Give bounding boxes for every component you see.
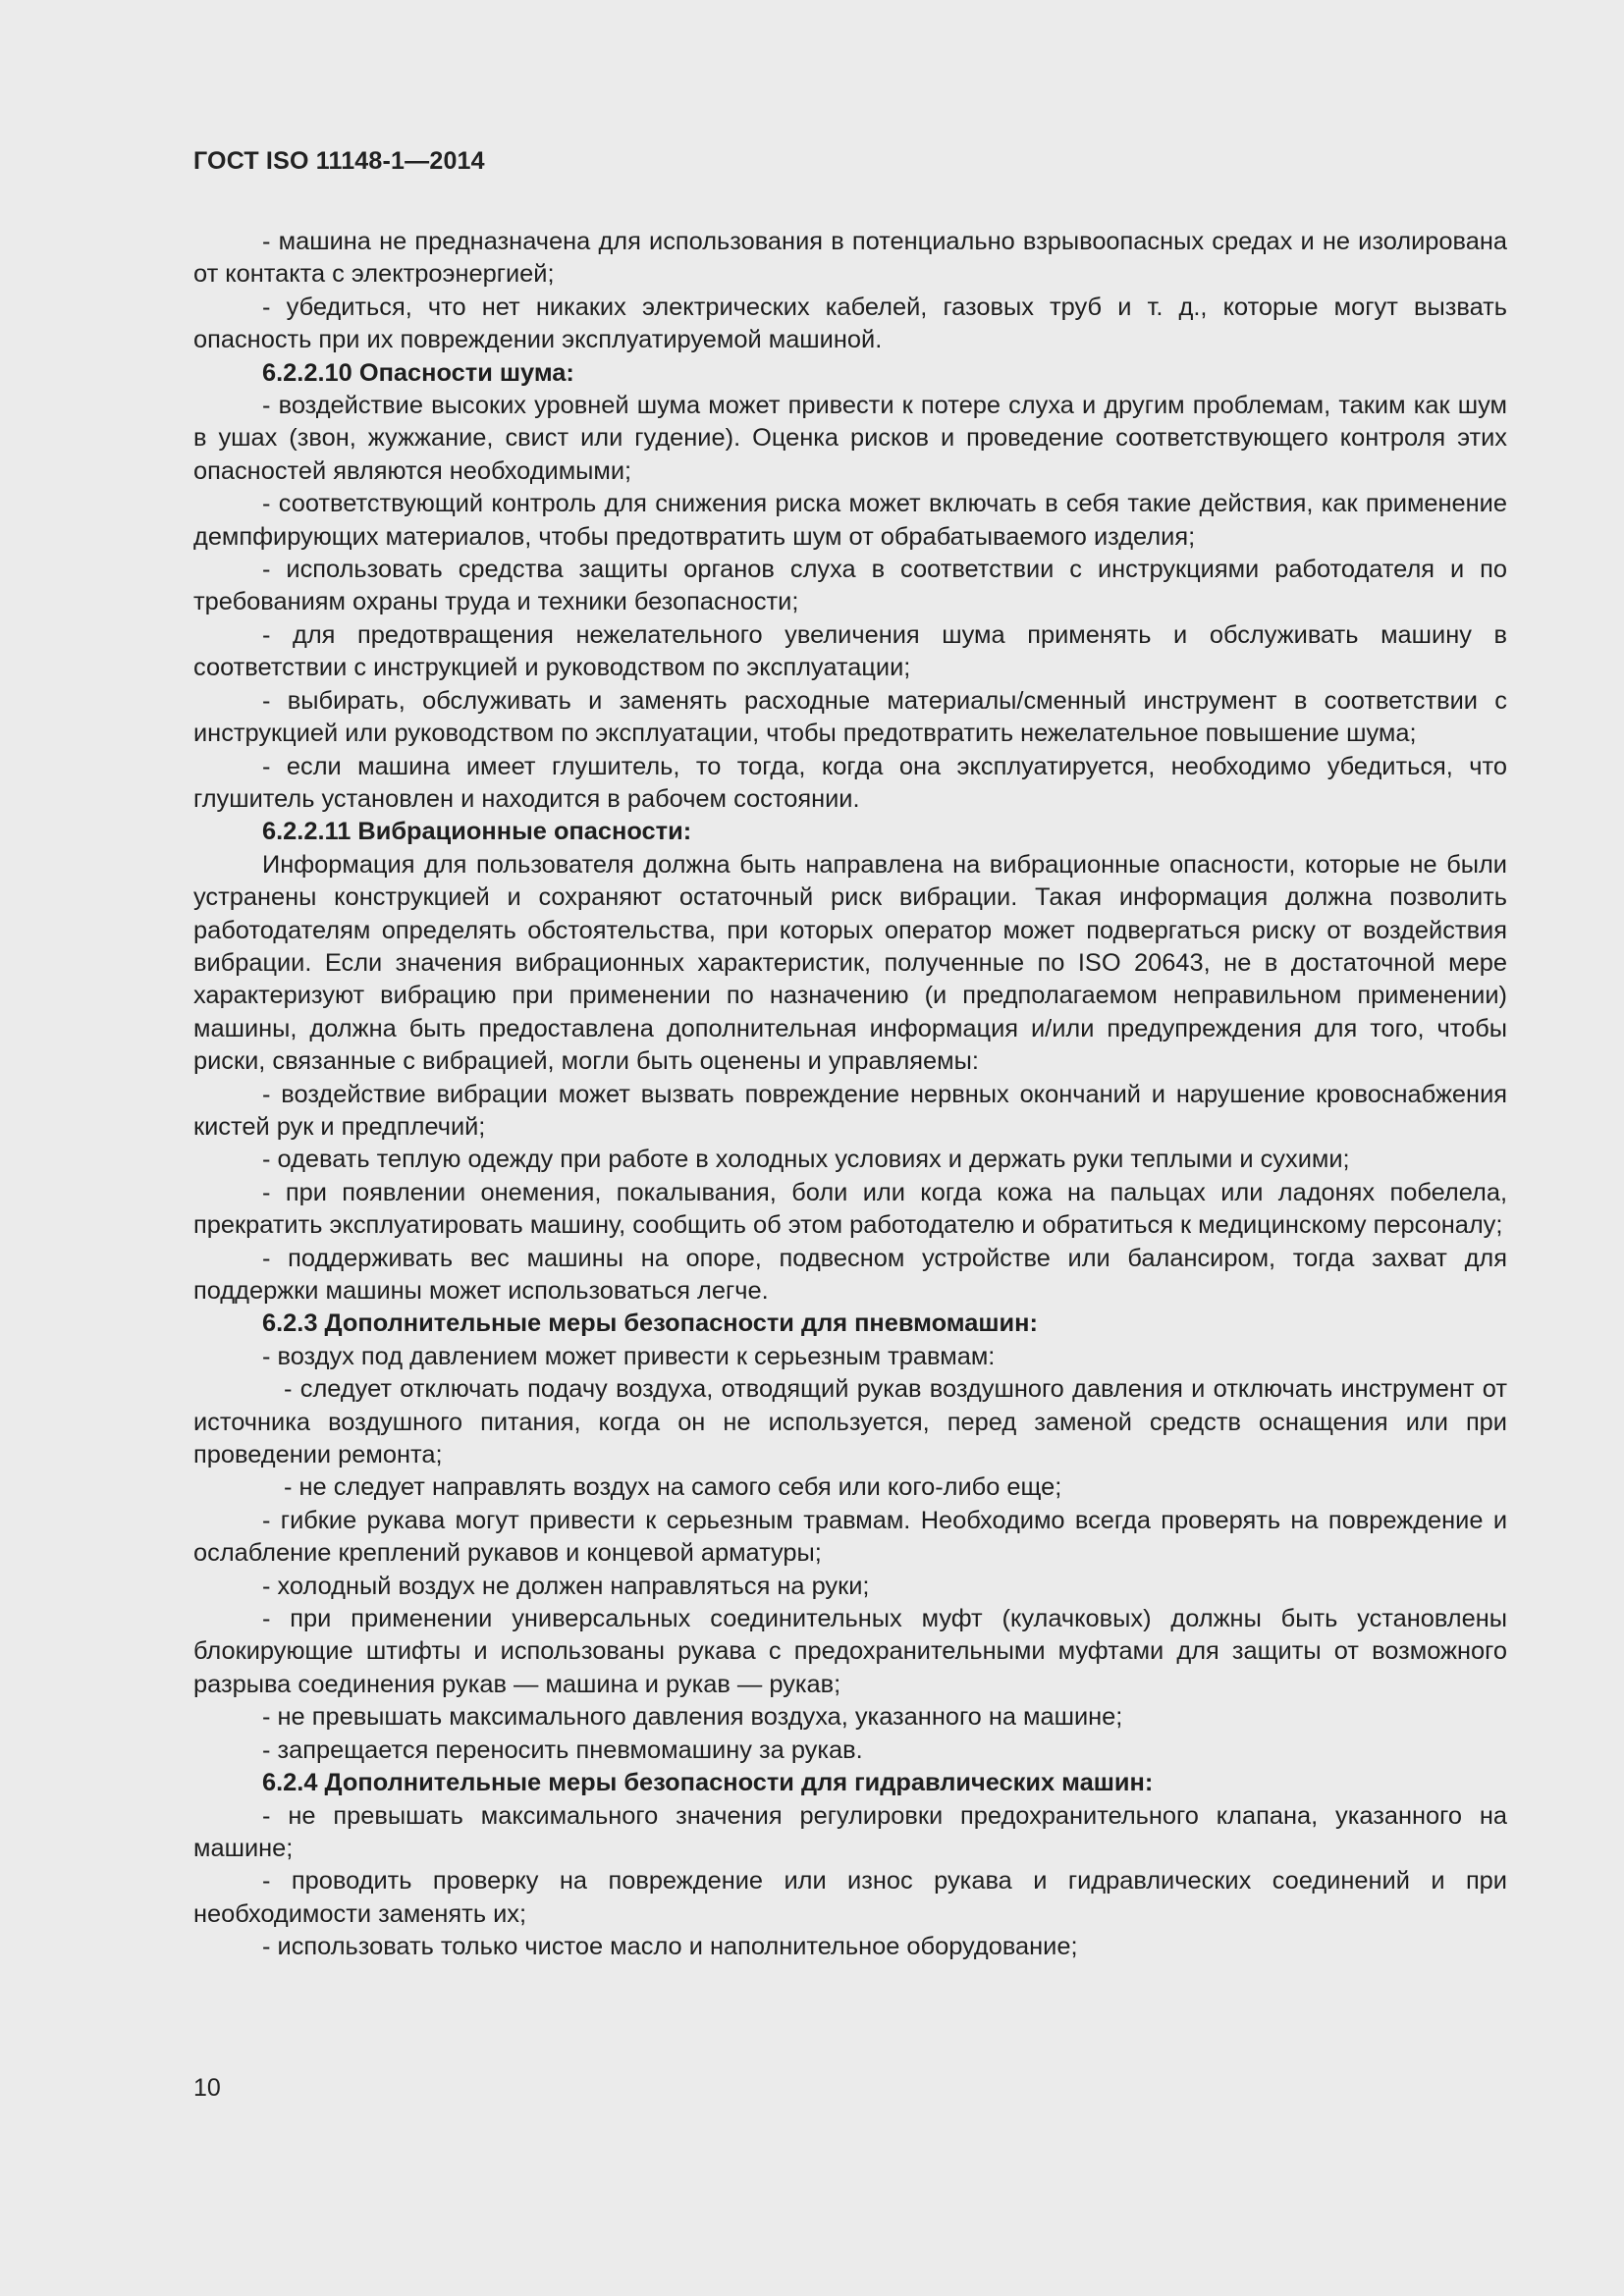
bullet-item: - выбирать, обслуживать и заменять расходные материалы/сменный инструмент в соответствии с инструкцией или руководством по эксплуатации, чтобы предотвратить нежелательное повышение шума;	[193, 686, 1507, 748]
body-paragraph: Информация для пользователя должна быть направлена на вибрационные опасности, которые не были устранены конструкцией и сохраняют остаточный риск вибрации. Такая информация должна позволить работодателям определять обстоятельства, при которых оператор может подвергаться риску от воздействия вибрации. Если значения вибрационных характеристик, полученные по ISO 20643, не в достаточной мере характеризуют вибрацию при применении по назначению (и предполагаемом неправильном применении) машины, должна быть предоставлена дополнительная информация и/или предупреждения для того, чтобы риски, связанные с вибрацией, могли быть оценены и управляемы:	[193, 850, 1507, 1076]
bullet-item: - при применении универсальных соединительных муфт (кулачковых) должны быть установлены блокирующие штифты и использованы рукава с предохранительными муфтами для защиты от возможного разрыва соединения рукав — машина и рукав — рукав;	[193, 1605, 1507, 1698]
bullet-item: - одевать теплую одежду при работе в холодных условиях и держать руки теплыми и сухими;	[262, 1146, 1350, 1174]
bullet-item: - убедиться, что нет никаких электрических кабелей, газовых труб и т. д., которые могут вызвать опасность при их повреждении эксплуатируемой машиной.	[193, 293, 1507, 354]
section-heading: 6.2.4 Дополнительные меры безопасности для гидравлических машин:	[262, 1769, 1154, 1797]
page-number: 10	[193, 2074, 221, 2102]
document-header: ГОСТ ISO 11148-1—2014	[193, 147, 485, 175]
bullet-item: - соответствующий контроль для снижения риска может включать в себя такие действия, как применение демпфирующих материалов, чтобы предотвратить шум от обрабатываемого изделия;	[193, 490, 1507, 551]
bullet-item: - гибкие рукава могут привести к серьезным травмам. Необходимо всегда проверять на повреждение и ослабление креплений рукавов и концевой арматуры;	[193, 1506, 1507, 1568]
bullet-item: - не превышать максимального давления воздуха, указанного на машине;	[262, 1703, 1123, 1732]
bullet-item: - для предотвращения нежелательного увеличения шума применять и обслуживать машину в соответствии с инструкцией и руководством по эксплуатации;	[193, 620, 1507, 682]
bullet-item: - если машина имеет глушитель, то тогда, когда она эксплуатируется, необходимо убедиться, что глушитель установлен и находится в рабочем состоянии.	[193, 752, 1507, 813]
bullet-item: - воздействие высоких уровней шума может привести к потере слуха и другим проблемам, таким как шум в ушах (звон, жужжание, свист или гудение). Оценка рисков и проведение соответствующего контроля этих опасностей являются необходимыми;	[193, 392, 1507, 485]
document-body	[193, 226, 1507, 1964]
section-heading: 6.2.2.10 Опасности шума:	[262, 358, 574, 387]
sub-bullet-item: - следует отключать подачу воздуха, отводящий рукав воздушного давления и отключать инструмент от источника воздушного питания, когда он не используется, перед заменой средств оснащения или при проведении ремонта;	[193, 1375, 1507, 1469]
bullet-item: - не превышать максимального значения регулировки предохранительного клапана, указанного на машине;	[193, 1801, 1507, 1862]
bullet-item: - машина не предназначена для использования в потенциально взрывоопасных средах и не изолирована от контакта с электроэнергией;	[193, 228, 1507, 289]
bullet-item: - поддерживать вес машины на опоре, подвесном устройстве или балансиром, тогда захват для поддержки машины может использоваться легче.	[193, 1244, 1507, 1305]
bullet-item: - использовать средства защиты органов слуха в соответствии с инструкциями работодателя и по требованиям охраны труда и техники безопасности;	[193, 556, 1507, 616]
bullet-item: - запрещается переносить пневмомашину за рукав.	[262, 1735, 863, 1764]
section-heading: 6.2.3 Дополнительные меры безопасности для пневмомашин:	[262, 1309, 1038, 1338]
bullet-item: - воздух под давлением может привести к серьезным травмам:	[262, 1342, 996, 1370]
bullet-item: - проводить проверку на повреждение или износ рукава и гидравлических соединений и при необходимости заменять их;	[193, 1867, 1507, 1928]
sub-bullet-item: - не следует направлять воздух на самого себя или кого-либо еще;	[284, 1473, 1062, 1502]
bullet-item: - воздействие вибрации может вызвать повреждение нервных окончаний и нарушение кровоснабжения кистей рук и предплечий;	[193, 1080, 1507, 1141]
bullet-item: - холодный воздух не должен направляться на руки;	[262, 1572, 870, 1600]
bullet-item: - использовать только чистое масло и наполнительное оборудование;	[262, 1933, 1078, 1961]
section-heading: 6.2.2.11 Вибрационные опасности:	[262, 818, 692, 846]
bullet-item: - при появлении онемения, покалывания, боли или когда кожа на пальцах или ладонях побелела, прекратить эксплуатировать машину, сообщить об этом работодателю и обратиться к медицинскому персоналу;	[193, 1178, 1507, 1240]
